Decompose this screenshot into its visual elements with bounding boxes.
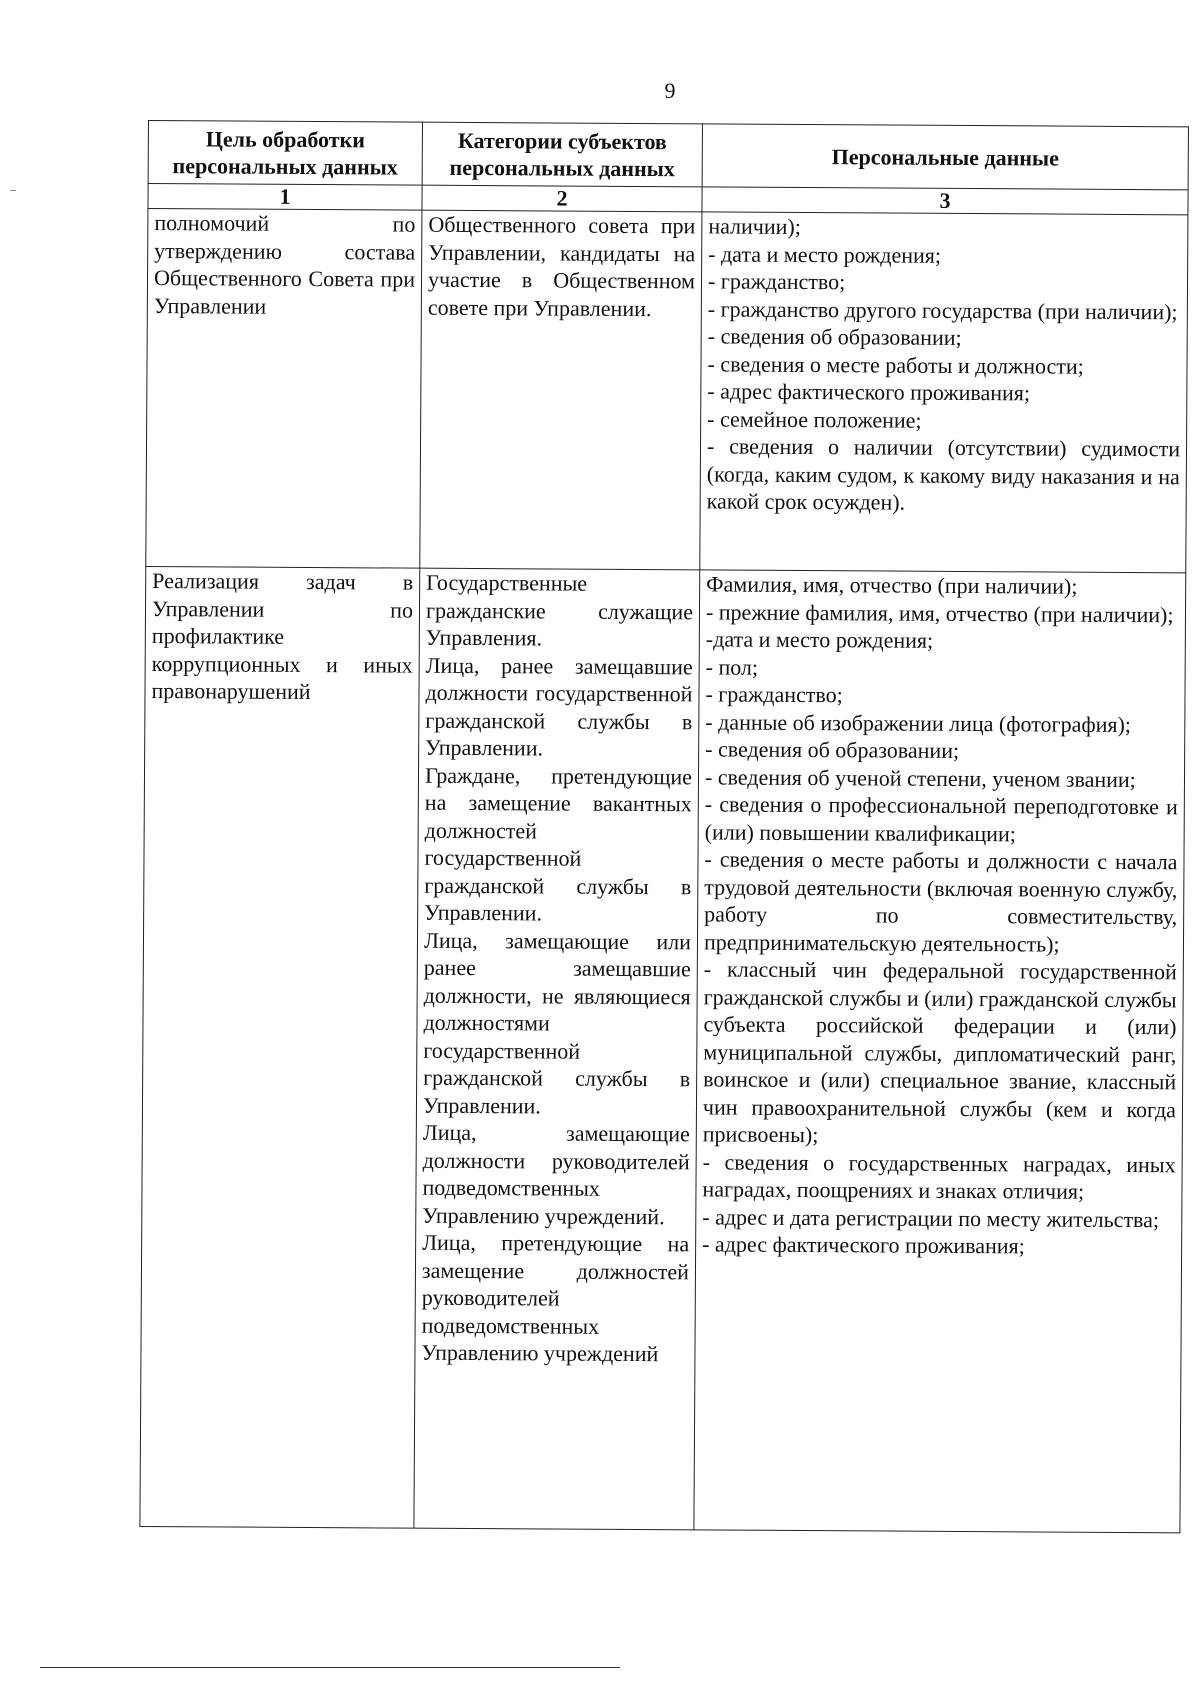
data-item: - гражданство другого государства (при наличии); bbox=[707, 295, 1178, 324]
table-row bbox=[140, 566, 1186, 1532]
personal-data-table bbox=[139, 120, 1189, 1533]
data-item: - сведения о наличии (отсутствии) судимости (когда, каким судом, к какому виду наказания и на какой срок осужден). bbox=[706, 433, 1181, 515]
column-number-1: 1 bbox=[148, 184, 422, 211]
data-item: - сведения об образовании; bbox=[705, 736, 960, 763]
personal-data-cell bbox=[700, 212, 1188, 573]
data-item: - сведения об образовании; bbox=[707, 323, 962, 350]
purpose-cell: Реализация задач в Управлении по профилактике коррупционных и иных правонарушений bbox=[140, 566, 420, 1528]
data-item: - классный чин федеральной государственной гражданской службы и (или) гражданской службы субъекта российской федерации и (или) муниципальной службы, дипломатический ранг, воинское и (или) специальное звание, классный чин правоохранительной службы (кем и когда присвоены); bbox=[702, 956, 1177, 1148]
category-item: Лица, ранее замещавшие должности государственной гражданской службы в Управлении. bbox=[425, 652, 693, 761]
purpose-cell: полномочий по утверждению состава Общественного Совета при Управлении bbox=[146, 209, 422, 569]
data-item: - данные об изображении лица (фотография); bbox=[705, 708, 1132, 737]
data-item: - прежние фамилия, имя, отчество (при наличии); bbox=[705, 598, 1174, 627]
column-number-2: 2 bbox=[422, 185, 702, 212]
footer-rule bbox=[40, 1667, 620, 1668]
data-item: - сведения о государственных наградах, иных наградах, поощрениях и знаках отличия; bbox=[702, 1148, 1176, 1204]
data-item: - сведения об ученой степени, ученом звании; bbox=[704, 763, 1136, 792]
data-item: наличии); bbox=[708, 213, 801, 239]
category-item: Лица, замещающие должности руководителей подведомственных Управлению учреждений. bbox=[422, 1119, 690, 1229]
personal-data-cell bbox=[694, 570, 1186, 1533]
category-item: Лица, замещающие или ранее замещавшие должности, не являющиеся должностями государственной гражданской службы в Управлении. bbox=[422, 927, 692, 1118]
data-item: - пол; bbox=[705, 653, 759, 680]
margin-mark bbox=[10, 190, 16, 192]
header-purpose: Цель обработки персональных данных bbox=[148, 121, 422, 186]
page-number: 9 bbox=[664, 78, 676, 103]
data-item: - адрес фактического проживания; bbox=[702, 1231, 1025, 1259]
data-item: -дата и место рождения; bbox=[705, 626, 934, 653]
table-header-row bbox=[148, 121, 1188, 190]
data-item: - адрес и дата регистрации по месту жительства; bbox=[702, 1203, 1160, 1232]
data-item: - сведения о месте работы и должности с начала трудовой деятельности (включая военную службу, работу по совместительству, предпринимательскую деятельность); bbox=[703, 846, 1178, 957]
category-item: Государственные гражданские служащие Управления. bbox=[425, 569, 694, 651]
data-item: - гражданство; bbox=[705, 681, 843, 708]
table-row bbox=[146, 209, 1188, 573]
data-item: - семейное положение; bbox=[707, 405, 922, 433]
header-personal-data: Персональные данные bbox=[702, 124, 1188, 190]
data-item: Фамилия, имя, отчество (при наличии); bbox=[706, 571, 1078, 599]
categories-cell bbox=[414, 568, 700, 1530]
data-item: - сведения о профессиональной переподготовке и (или) повышении квалификации; bbox=[704, 791, 1178, 846]
data-item: - сведения о месте работы и должности; bbox=[707, 350, 1084, 379]
data-item: - гражданство; bbox=[707, 268, 846, 295]
category-item: Лица, претендующие на замещение должностей руководителей подведомственных Управлению учреждений bbox=[421, 1229, 690, 1367]
category-item: Граждане, претендующие на замещение вакантных должностей государственной гражданской службы в Управлении. bbox=[424, 762, 693, 926]
data-item: - дата и место рождения; bbox=[708, 240, 942, 268]
column-number-3: 3 bbox=[702, 187, 1188, 215]
categories-cell: Общественного совета при Управлении, кандидаты на участие в Общественном совете при Управлении. bbox=[420, 210, 702, 570]
header-categories: Категории субъектов персональных данных bbox=[422, 122, 702, 187]
data-item: - адрес фактического проживания; bbox=[707, 378, 1031, 406]
